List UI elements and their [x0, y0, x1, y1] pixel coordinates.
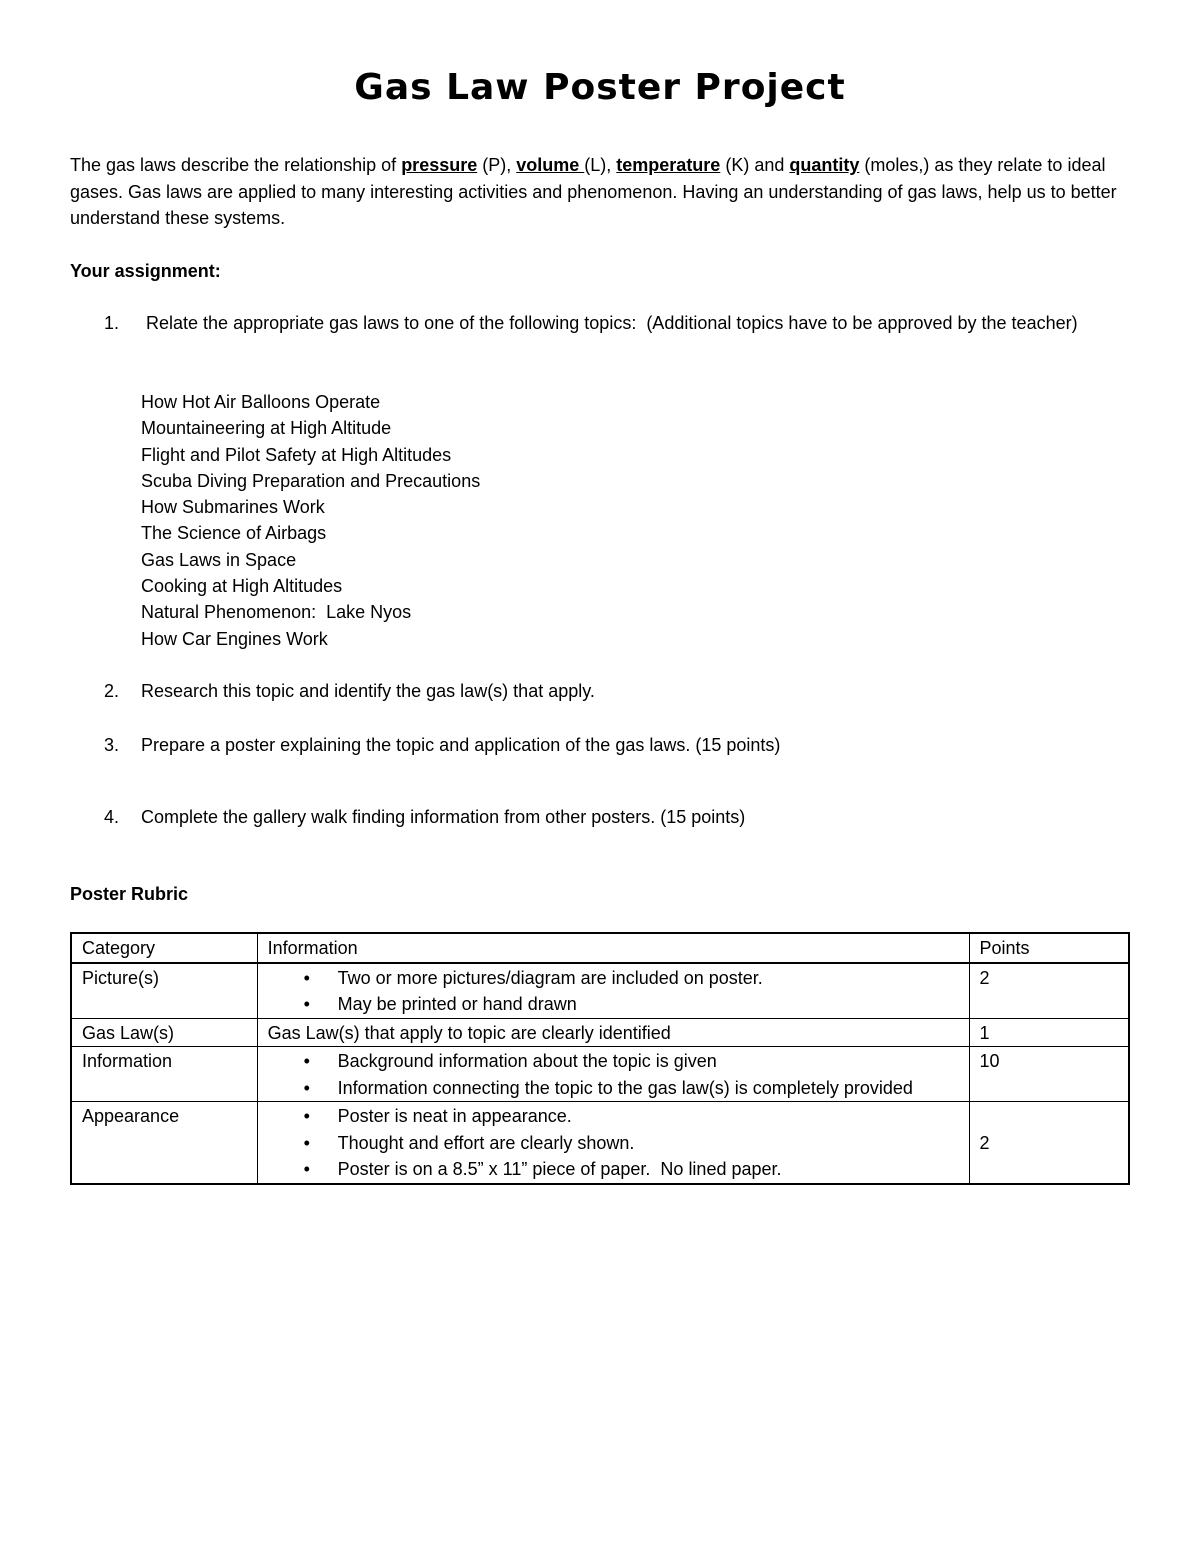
row-points: 2: [969, 963, 1129, 1019]
header-points: Points: [969, 933, 1129, 963]
assignment-step-1: [70, 310, 1132, 370]
intro-text-3: (L),: [584, 155, 617, 175]
topic-item: Cooking at High Altitudes: [141, 576, 343, 597]
bullet-item: • Thought and effort are clearly shown.: [338, 1130, 959, 1157]
page-title: Gas Law Poster Project: [354, 67, 846, 108]
topic-item: How Car Engines Work: [141, 628, 328, 649]
step-number: 1.: [104, 313, 120, 333]
row-information: Gas Law(s) that apply to topic are clearly identified: [257, 1018, 969, 1047]
bullet-list: [268, 1048, 959, 1101]
topic-item: Gas Laws in Space: [141, 549, 297, 570]
topic-item: How Hot Air Balloons Operate: [141, 392, 381, 412]
bullet-item: • Information connecting the topic to the gas law(s) is completely provided: [338, 1075, 959, 1102]
intro-text-2: (P),: [477, 155, 517, 175]
bullet-item: • Two or more pictures/diagram are included on poster.: [338, 965, 959, 992]
row-category: Information: [71, 1047, 257, 1102]
row-category: Appearance: [71, 1102, 257, 1184]
table-row: [71, 1102, 1129, 1184]
intro-text-1: The gas laws describe the relationship of: [70, 155, 402, 175]
topic-item: Mountaineering at High Altitude: [141, 418, 392, 439]
row-points: 1: [969, 1018, 1129, 1047]
topic-list: [141, 389, 480, 652]
step-text: Prepare a poster explaining the topic and application of the gas laws. (15 points): [141, 735, 781, 755]
bullet-list: [268, 965, 959, 1018]
assignment-step-3: [70, 732, 1132, 762]
row-category: Picture(s): [71, 963, 257, 1019]
assignment-step-4: [70, 804, 1132, 834]
step-text: Complete the gallery walk finding information from other posters. (15 points): [141, 807, 746, 827]
intro-paragraph: [70, 152, 1132, 232]
topic-item: Natural Phenomenon: Lake Nyos: [141, 602, 412, 623]
table-row: [71, 1047, 1129, 1102]
row-information: [257, 963, 969, 1019]
table-row: [71, 963, 1129, 1019]
topic-item: Flight and Pilot Safety at High Altitudes: [141, 444, 452, 465]
term-temperature: temperature: [616, 155, 721, 175]
bullet-item: • Poster is neat in appearance.: [338, 1103, 959, 1130]
row-points: 2: [969, 1102, 1129, 1184]
row-information: [257, 1047, 969, 1102]
table-row: [71, 1018, 1129, 1047]
row-points: 10: [969, 1047, 1129, 1102]
term-volume: volume: [516, 155, 585, 175]
topic-item: How Submarines Work: [141, 497, 325, 518]
assignment-step-2: [70, 678, 1132, 708]
topic-item: The Science of Airbags: [141, 523, 327, 544]
row-category: Gas Law(s): [71, 1018, 257, 1047]
rubric-table: [70, 932, 1130, 1185]
step-number: 2.: [104, 681, 120, 701]
intro-text-5: (moles,) as they relate to ideal gases. Gas laws are applied to many interesting activities and phenomenon. Having an understanding of gas laws, help us to better understand these systems.: [70, 155, 1117, 228]
step-number: 3.: [104, 735, 120, 755]
step-text: Research this topic and identify the gas law(s) that apply.: [141, 681, 595, 701]
table-header-row: [71, 933, 1129, 963]
bullet-item: • Poster is on a 8.5” x 11” piece of paper. No lined paper.: [338, 1156, 959, 1183]
header-category: Category: [71, 933, 257, 963]
step-number: 4.: [104, 807, 120, 827]
bullet-item: • Background information about the topic is given: [338, 1048, 959, 1075]
header-information: Information: [257, 933, 969, 963]
intro-text-4: (K) and: [720, 155, 790, 175]
row-information: [257, 1102, 969, 1184]
term-quantity: quantity: [789, 155, 860, 175]
bullet-item: • May be printed or hand drawn: [338, 991, 959, 1018]
assignment-heading: Your assignment:: [70, 261, 221, 281]
step-text: Relate the appropriate gas laws to one of the following topics: (Additional topics have to be approved by the teacher): [141, 313, 1078, 333]
topic-item: Scuba Diving Preparation and Precautions: [141, 470, 481, 491]
term-pressure: pressure: [401, 155, 478, 175]
bullet-list: [268, 1103, 959, 1183]
rubric-heading: Poster Rubric: [70, 884, 189, 904]
